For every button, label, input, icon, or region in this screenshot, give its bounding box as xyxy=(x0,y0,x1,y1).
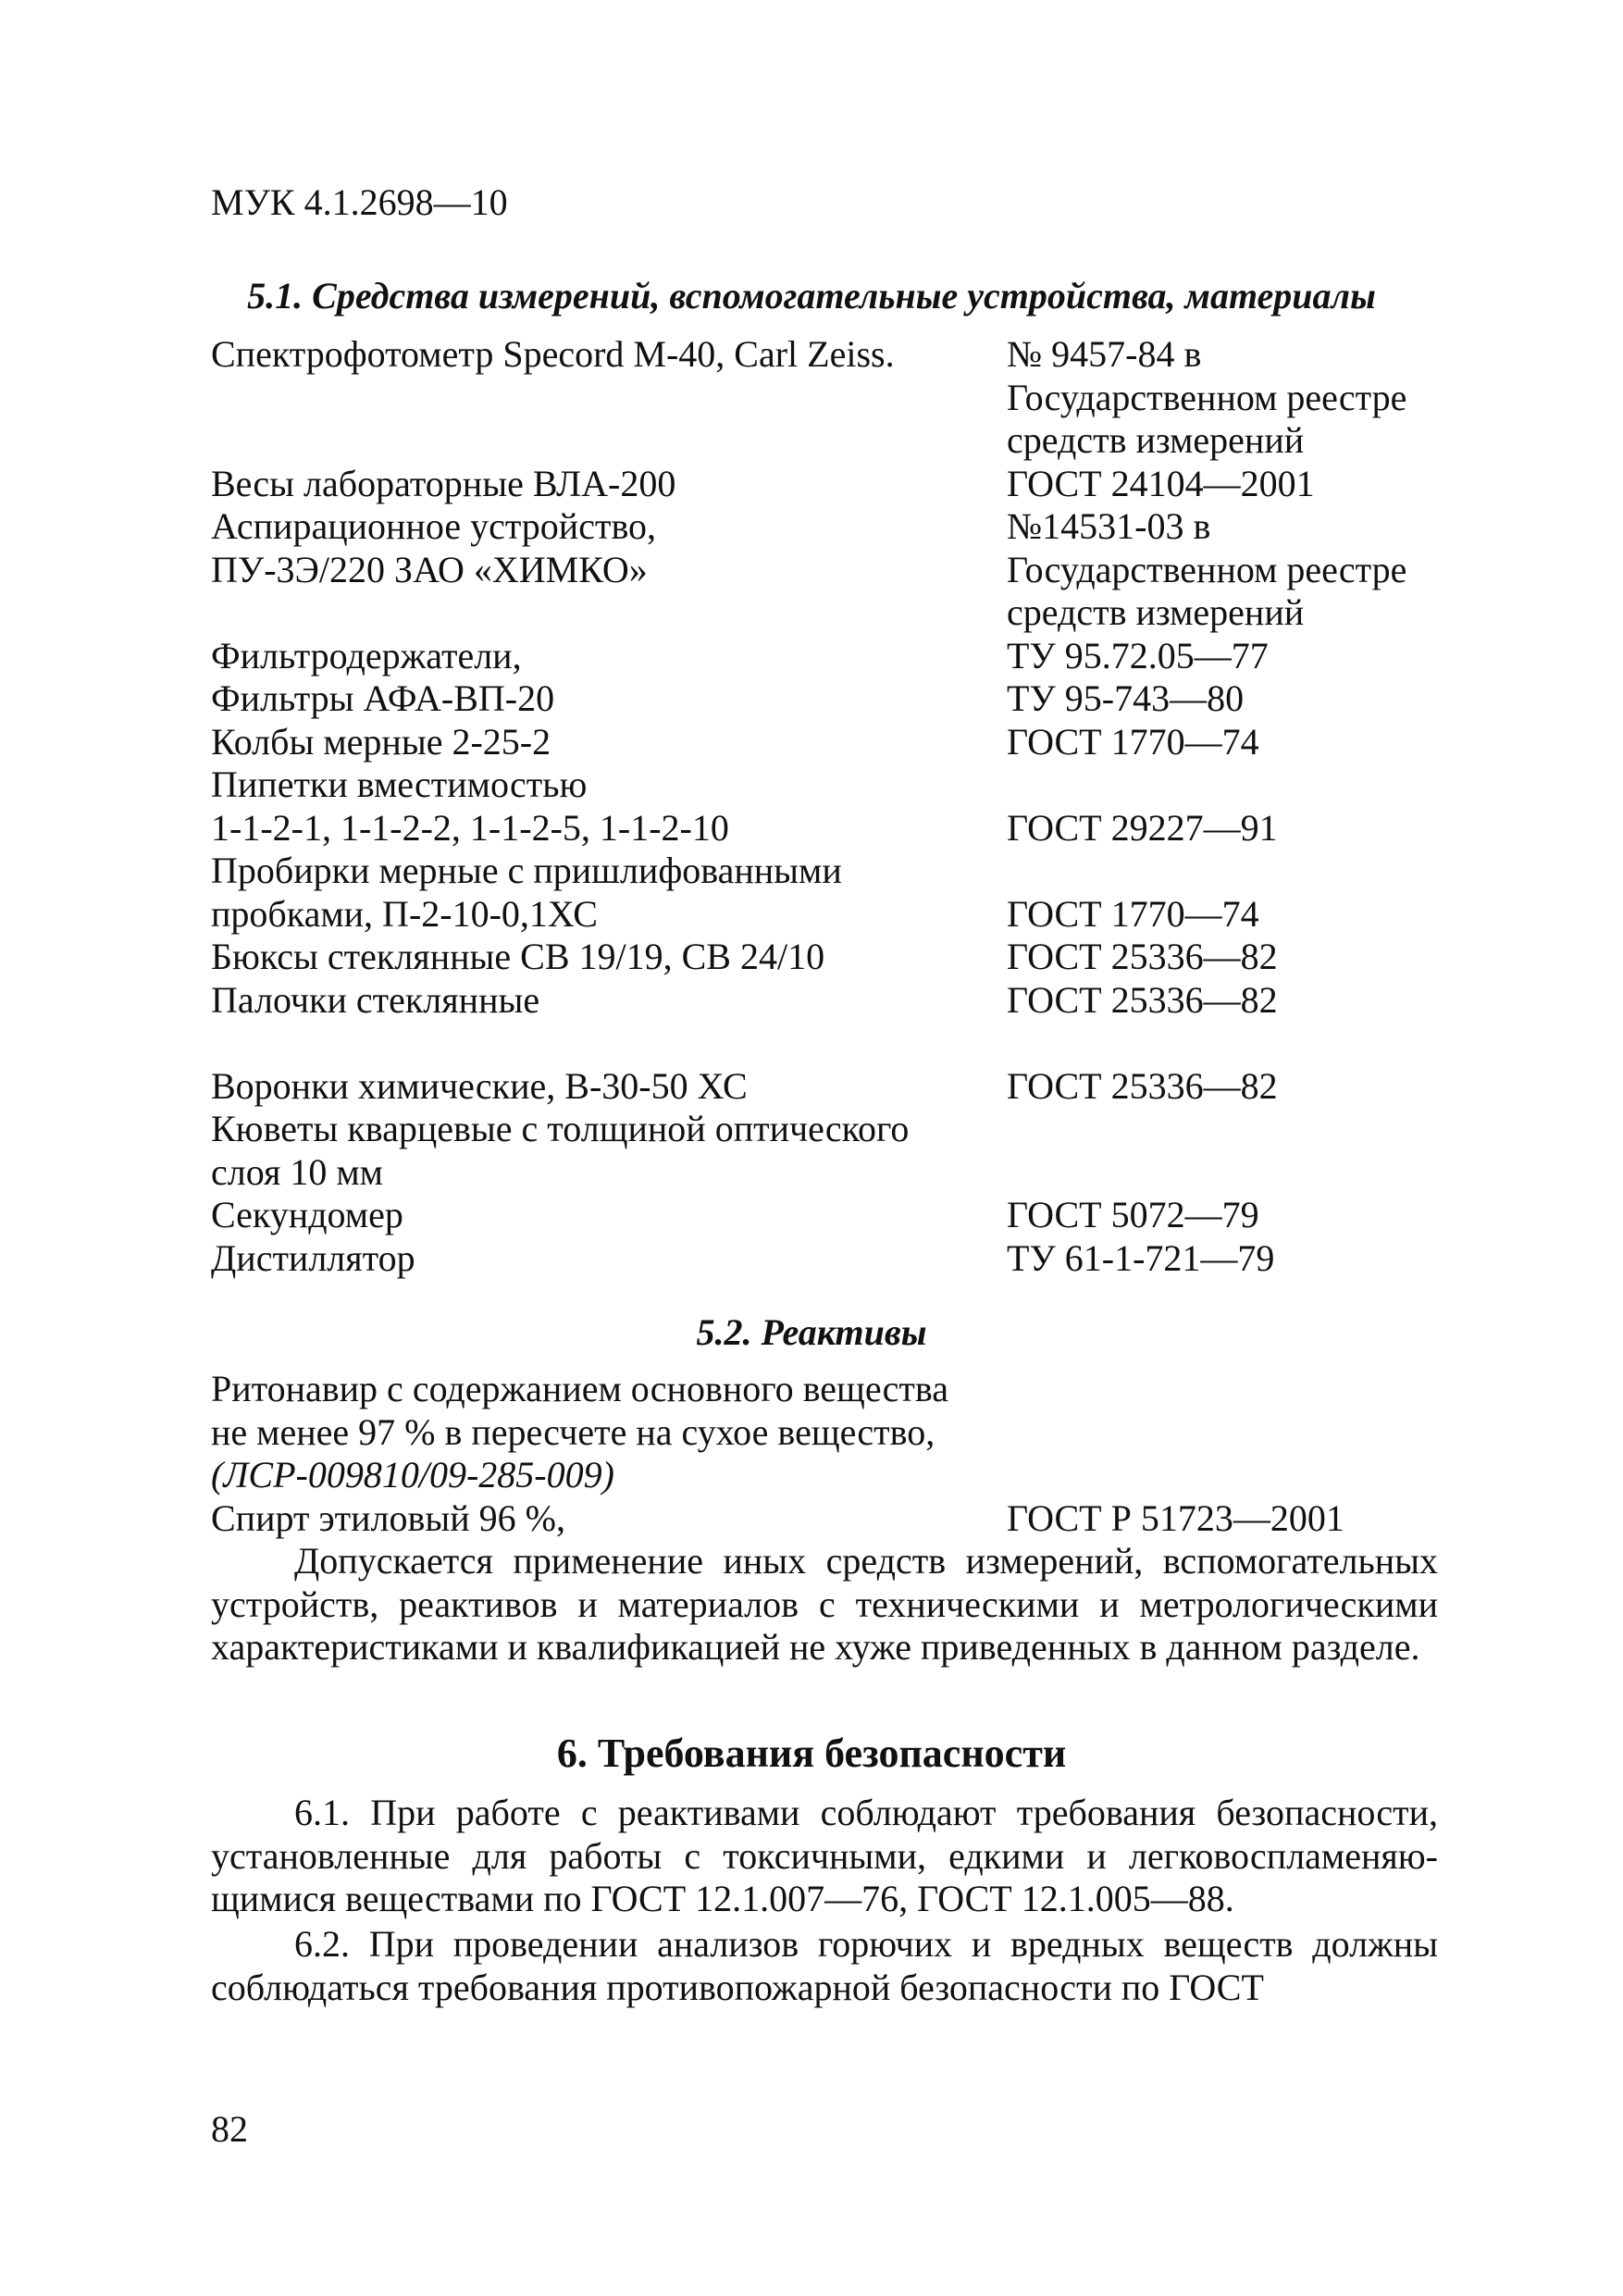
equipment-standard: ГОСТ 1770—74 xyxy=(1007,720,1259,763)
equipment-standard: ТУ 95.72.05—77 xyxy=(1007,634,1269,676)
reagent-registration: (ЛСР-009810/09-285-009) xyxy=(211,1454,614,1496)
table-row xyxy=(211,721,1442,764)
equipment-name: Пробирки мерные с пришлифованными пробками, П-2-10-0,1ХС xyxy=(211,850,842,935)
equipment-standard: №14531-03 в Государственном реестре средств измерений xyxy=(1007,505,1407,633)
section-5-1-title: 5.1. Средства измерений, вспомогательные устройства, материалы xyxy=(247,275,1376,316)
reagents-list xyxy=(211,1368,1442,1540)
table-row xyxy=(211,1194,1442,1237)
equipment-table xyxy=(211,333,1442,1280)
table-row xyxy=(211,1108,1442,1194)
section-6-2-paragraph: 6.2. При проведении анализов горючих и вредных веществ должны соблюдаться требования противопожарной безопасности по ГОСТ xyxy=(211,1923,1438,2008)
table-row xyxy=(211,1497,1442,1541)
table-gap xyxy=(211,1022,1442,1065)
equipment-name: Фильтродержатели, xyxy=(211,634,522,676)
table-row xyxy=(211,677,1442,721)
section-6-1-paragraph: 6.1. При работе с реактивами соблюдают требования безопасности, установленные для работы с токсичными, едкими и легковоспламеняющимися веществами по ГОСТ 12.1.007—76, ГОСТ 12.1.005—88. xyxy=(211,1792,1438,1919)
equipment-name: Воронки химические, В-30-50 ХС xyxy=(211,1064,748,1107)
section-6-title: 6. Требования безопасности xyxy=(556,1731,1067,1776)
equipment-standard: ГОСТ 25336—82 xyxy=(1007,936,1278,977)
equipment-standard: ГОСТ 25336—82 xyxy=(1007,1064,1278,1107)
section-5-2-title: 5.2. Реактивы xyxy=(696,1311,927,1353)
equipment-name: Палочки стеклянные xyxy=(211,978,540,1021)
equipment-standard: ГОСТ 1770—74 xyxy=(1007,892,1259,935)
equipment-standard: ГОСТ 29227—91 xyxy=(1007,806,1278,849)
reagent-standard: ГОСТ Р 51723—2001 xyxy=(1007,1496,1344,1539)
equipment-standard xyxy=(1007,1108,1442,1194)
reagent-line: не менее 97 % в пересчете на сухое вещество, xyxy=(211,1410,935,1453)
equipment-standard: ГОСТ 24104—2001 xyxy=(1007,462,1315,504)
equipment-name: Весы лабораторные ВЛА-200 xyxy=(211,462,676,504)
equipment-name: Дистиллятор xyxy=(211,1236,415,1279)
equipment-name: Спектрофотометр Specord M-40, Carl Zeiss. xyxy=(211,333,895,375)
equipment-name: Кюветы кварцевые с толщиной оптического слоя 10 мм xyxy=(211,1108,910,1193)
equipment-standard: ГОСТ 5072—79 xyxy=(1007,1194,1259,1235)
equipment-standard: ТУ 61-1-721—79 xyxy=(1007,1236,1275,1279)
equipment-standard: ТУ 95-743—80 xyxy=(1007,677,1245,719)
table-row xyxy=(211,850,1442,936)
table-row xyxy=(211,936,1442,979)
table-row xyxy=(211,1237,1442,1281)
table-row xyxy=(211,635,1442,678)
document-code: МУК 4.1.2698—10 xyxy=(211,181,508,223)
table-row xyxy=(211,333,1442,463)
equipment-standard: ГОСТ 25336—82 xyxy=(1007,978,1278,1021)
reagent-line: Ритонавир с содержанием основного вещества xyxy=(211,1368,948,1409)
table-row xyxy=(211,763,1442,850)
equipment-name: Аспирационное устройство, ПУ-3Э/220 ЗАО «ХИМКО» xyxy=(211,505,657,590)
reagent-name: Спирт этиловый 96 %, xyxy=(211,1496,565,1539)
page-number: 82 xyxy=(211,2108,248,2150)
table-row xyxy=(211,979,1442,1023)
table-row xyxy=(211,1065,1442,1109)
equipment-name: Секундомер xyxy=(211,1194,403,1235)
equipment-name: Фильтры АФА-ВП-20 xyxy=(211,677,555,719)
equipment-name: Бюксы стеклянные СВ 19/19, СВ 24/10 xyxy=(211,936,825,977)
table-row xyxy=(211,505,1442,635)
equipment-name: Пипетки вместимостью 1-1-2-1, 1-1-2-2, 1-1-2-5, 1-1-2-10 xyxy=(211,763,729,849)
alternatives-note: Допускается применение иных средств измерений, вспомогательных устройств, реактивов и материалов с техническими и метрологическими характеристиками и квалификацией не хуже приведенных в данном разделе. xyxy=(211,1540,1438,1668)
table-row xyxy=(211,463,1442,506)
equipment-standard: № 9457-84 в Государственном реестре средств измерений xyxy=(1007,333,1407,461)
equipment-name: Колбы мерные 2-25-2 xyxy=(211,720,551,763)
